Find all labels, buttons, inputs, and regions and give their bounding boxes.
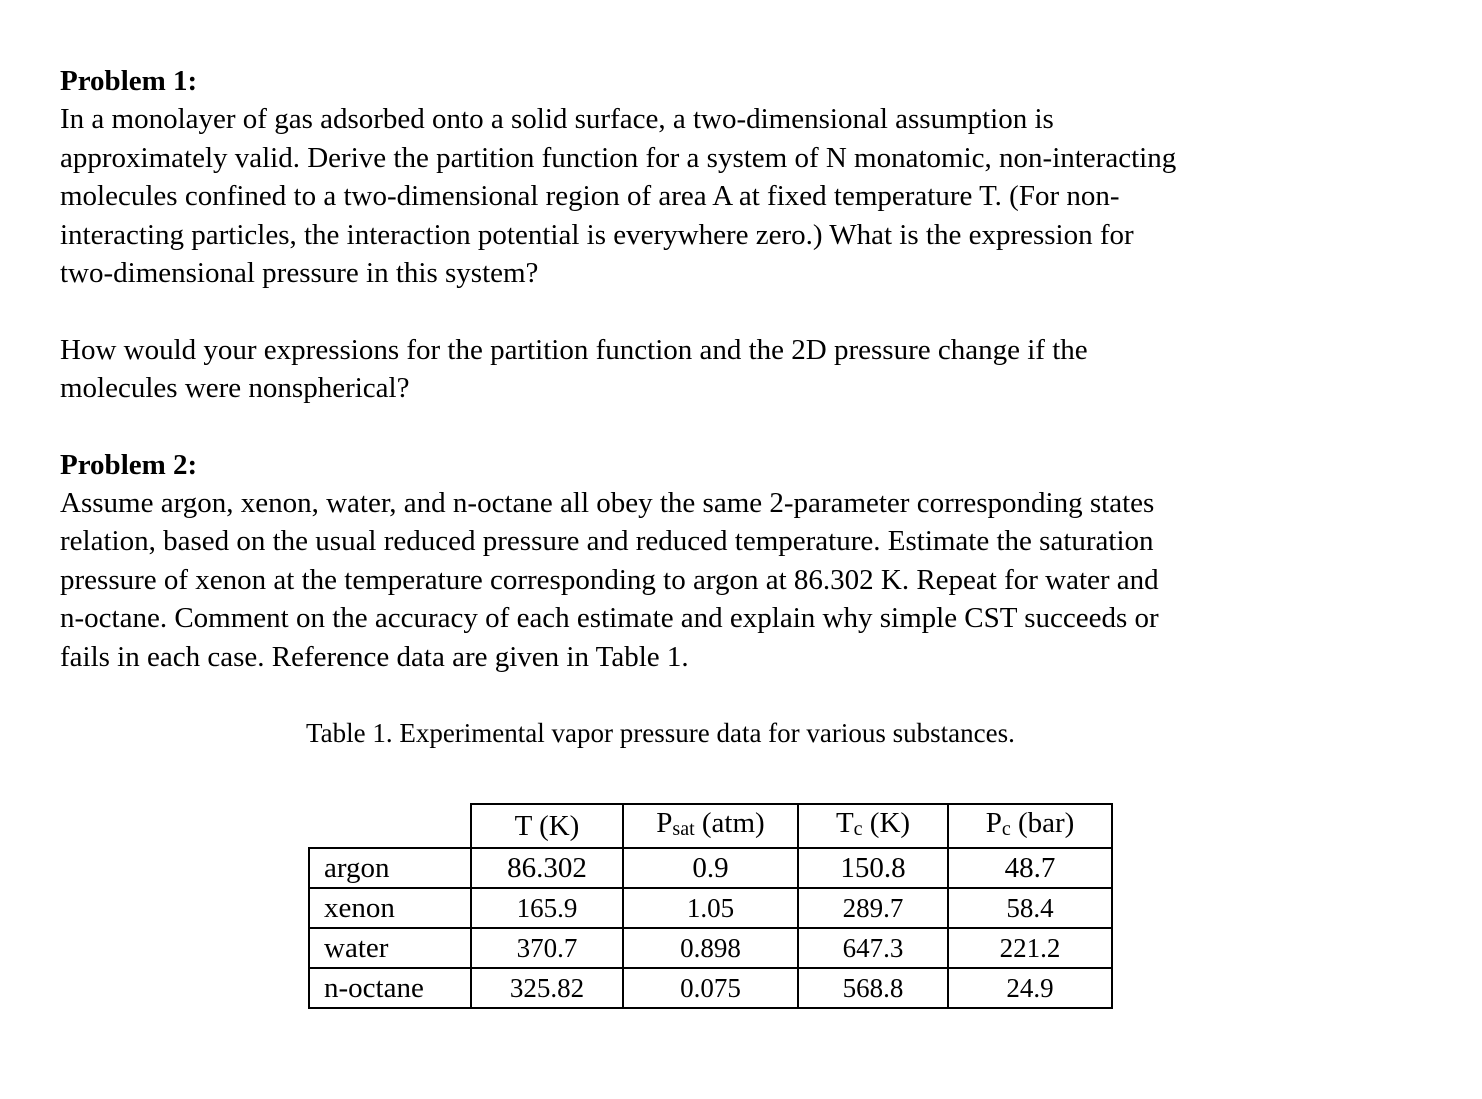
substance-cell: xenon — [309, 888, 471, 928]
tc-cell: 647.3 — [798, 928, 948, 968]
t-cell: 86.302 — [471, 848, 623, 888]
tc-cell: 150.8 — [798, 848, 948, 888]
psat-cell: 0.9 — [623, 848, 798, 888]
psat-cell: 0.898 — [623, 928, 798, 968]
pc-cell: 24.9 — [948, 968, 1112, 1008]
pc-cell: 48.7 — [948, 848, 1112, 888]
substance-cell: water — [309, 928, 471, 968]
pc-cell: 58.4 — [948, 888, 1112, 928]
table1-caption: Table 1. Experimental vapor pressure data for various substances. — [306, 718, 1015, 748]
table-row — [309, 928, 1112, 968]
problem1-heading: Problem 1: — [60, 65, 198, 97]
table-row — [309, 968, 1112, 1008]
header-tc: $T_c$ (K) — [798, 804, 948, 848]
t-cell: 370.7 — [471, 928, 623, 968]
t-cell: 325.82 — [471, 968, 623, 1008]
problem1-paragraph1: In a monolayer of gas adsorbed onto a solid surface, a two-dimensional assumption is approximately valid. Derive the partition function for a system of N monatomic, non-interacting molecules confined to a two-dimensional region of area A at fixed temperature T. (For non- interacting particles, the interaction potential is everywhere zero.) What is the expression for two-dimensional pressure in this system? — [60, 103, 1177, 289]
header-psat: $P_{sat}$ (atm) — [623, 804, 798, 848]
psat-cell: 1.05 — [623, 888, 798, 928]
header-pc: $P_c$ (bar) — [948, 804, 1112, 848]
tc-cell: 568.8 — [798, 968, 948, 1008]
t-cell: 165.9 — [471, 888, 623, 928]
tc-cell: 289.7 — [798, 888, 948, 928]
table-row — [309, 888, 1112, 928]
header-t: T (K) — [471, 804, 623, 848]
psat-cell: 0.075 — [623, 968, 798, 1008]
problem2-heading: Problem 2: — [60, 448, 198, 481]
substance-cell: argon — [309, 848, 471, 888]
pc-cell: 221.2 — [948, 928, 1112, 968]
table-header-row — [309, 804, 1112, 848]
empty-corner-cell — [309, 804, 471, 848]
vapor-pressure-table — [308, 803, 1113, 1009]
table-row — [309, 848, 1112, 888]
problem2-paragraph1: Assume argon, xenon, water, and n-octane all obey the same 2-parameter corresponding states relation, based on the usual reduced pressure and reduced temperature. Estimate the saturation pressure of xenon at the temperature corresponding to argon at 86.302 K. Repeat for water and n-octane. Comment on the accuracy of each estimate and explain why simple CST succeeds or fails in each case. Reference data are given in Table 1. — [60, 486, 1159, 673]
document-body — [60, 62, 1440, 676]
problem1-paragraph2: How would your expressions for the partition function and the 2D pressure change if the molecules were nonspherical? — [60, 333, 1088, 404]
substance-cell: n-octane — [309, 968, 471, 1008]
